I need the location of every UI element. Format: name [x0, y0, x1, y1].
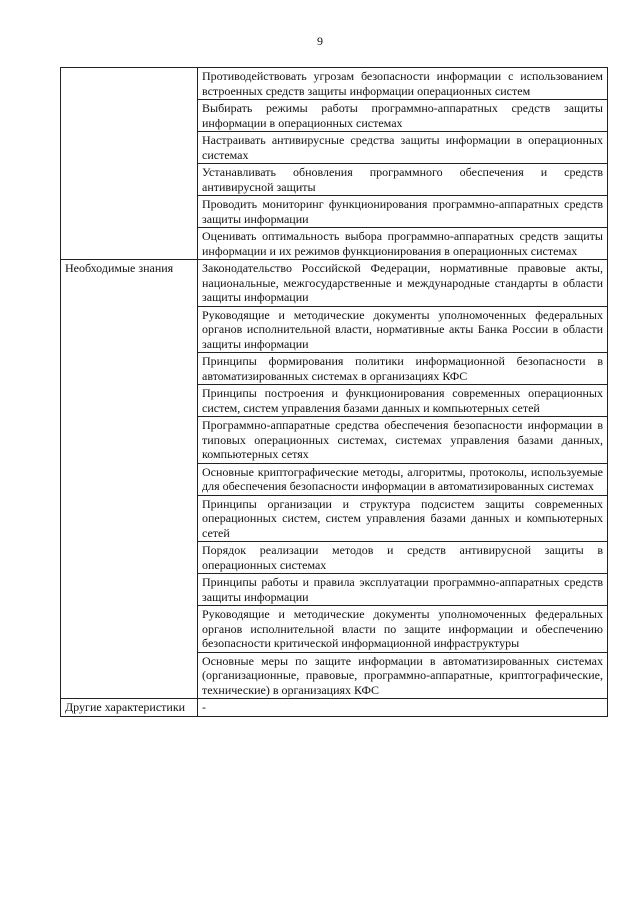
knowledge-item: Принципы построения и функционирования современных операционных систем, систем управления базами данных и компьютерных сетей	[198, 385, 608, 417]
skill-item: Оценивать оптимальность выбора программно-аппаратных средств защиты информации и их режимов функционирования в операционных системах	[198, 228, 608, 260]
table-row	[61, 260, 608, 307]
page-number: 9	[317, 34, 323, 48]
knowledge-item: Руководящие и методические документы уполномоченных федеральных органов исполнительной власти по защите информации и обеспечению безопасности критической информационной инфраструктуры	[198, 606, 608, 653]
knowledge-item: Программно-аппаратные средства обеспечения безопасности информации в типовых операционных системах, системах управления базами данных, компьютерных сетях	[198, 417, 608, 464]
requirements-table	[60, 67, 608, 717]
knowledge-label: Необходимые знания	[61, 260, 198, 699]
table-row	[61, 699, 608, 717]
other-label: Другие характеристики	[61, 699, 198, 717]
skills-label-cell	[61, 68, 198, 260]
other-value: -	[198, 699, 608, 717]
skill-item: Устанавливать обновления программного обеспечения и средств антивирусной защиты	[198, 164, 608, 196]
skill-item: Проводить мониторинг функционирования программно-аппаратных средств защиты информации	[198, 196, 608, 228]
skill-item: Противодействовать угрозам безопасности информации с использованием встроенных средств защиты информации операционных систем	[198, 68, 608, 100]
knowledge-item: Основные криптографические методы, алгоритмы, протоколы, используемые для обеспечения безопасности информации в автоматизированных системах	[198, 463, 608, 495]
knowledge-item: Основные меры по защите информации в автоматизированных системах (организационные, правовые, программно-аппаратные, криптографические, технические) в организациях КФС	[198, 652, 608, 699]
knowledge-item: Порядок реализации методов и средств антивирусной защиты в операционных системах	[198, 542, 608, 574]
knowledge-item: Принципы формирования политики информационной безопасности в автоматизированных системах в организациях КФС	[198, 353, 608, 385]
skill-item: Выбирать режимы работы программно-аппаратных средств защиты информации в операционных системах	[198, 100, 608, 132]
table-row	[61, 68, 608, 100]
knowledge-item: Принципы организации и структура подсистем защиты современных операционных систем, систем управления базами данных и компьютерных сетей	[198, 495, 608, 542]
knowledge-item: Руководящие и методические документы уполномоченных федеральных органов исполнительной власти, нормативные акты Банка России в области защиты информации	[198, 306, 608, 353]
skill-item: Настраивать антивирусные средства защиты информации в операционных системах	[198, 132, 608, 164]
knowledge-item: Законодательство Российской Федерации, нормативные правовые акты, национальные, межгосударственные и международные стандарты в области защиты информации	[198, 260, 608, 307]
knowledge-item: Принципы работы и правила эксплуатации программно-аппаратных средств защиты информации	[198, 574, 608, 606]
